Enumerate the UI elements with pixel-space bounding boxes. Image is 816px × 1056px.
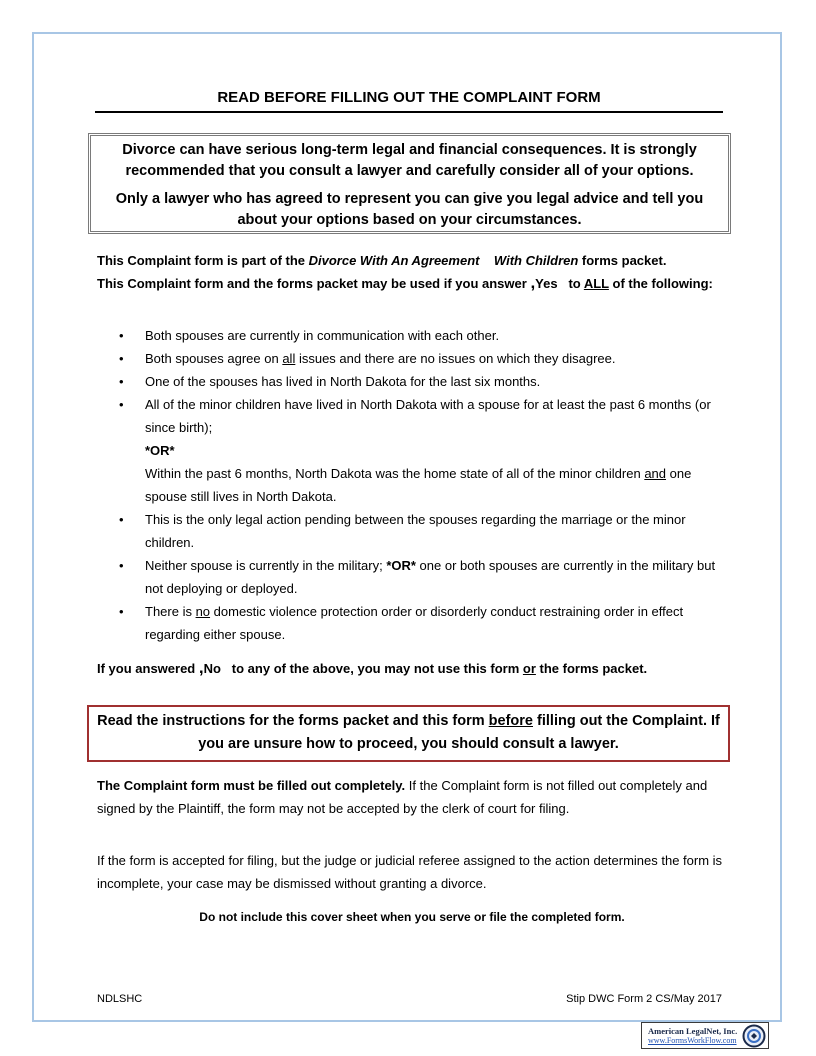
requirement-text: One of the spouses has lived in North Dakota for the last six months. — [145, 374, 541, 389]
logo-url[interactable]: www.FormsWorkFlow.com — [648, 1036, 737, 1045]
warning-consequences: Divorce can have serious long-term legal and financial consequences. It is strongly recommended that you consult a lawyer and carefully consider all of your options. — [122, 142, 697, 179]
packet-name-children: With Children — [493, 253, 579, 268]
requirement-emphasis: all — [282, 351, 296, 366]
complete-form-heading: The Complaint form must be filled out completely. — [97, 778, 406, 793]
intro-text: This Complaint form and the forms packet may be used if you answer — [97, 276, 531, 291]
list-item — [97, 393, 729, 508]
footer-form-id: Stip DWC Form 2 CS/May 2017 — [566, 993, 722, 1005]
requirement-text: This is the only legal action pending between the spouses regarding the marriage or the minor children. — [145, 512, 686, 550]
legal-warning-box — [88, 133, 731, 234]
requirement-emphasis: no — [195, 604, 211, 619]
answered-text: If you answered — [97, 661, 199, 676]
answered-no-paragraph — [97, 656, 727, 681]
intro-text: This Complaint form is part of the — [97, 253, 309, 268]
or-label: *OR* — [386, 558, 416, 573]
requirements-list — [97, 324, 729, 646]
list-item — [97, 324, 729, 347]
or-emphasis: or — [522, 661, 536, 676]
requirement-text: Both spouses are currently in communication with each other. — [145, 328, 500, 343]
list-item — [97, 508, 729, 554]
or-label: *OR* — [145, 443, 175, 458]
requirement-text: There is — [145, 604, 196, 619]
requirement-text: Neither spouse is currently in the military; — [145, 558, 387, 573]
warning-lawyer-advice: Only a lawyer who has agreed to represent you can give you legal advice and tell you about your options based on your circumstances. — [115, 191, 704, 228]
requirement-text: Within the past 6 months, North Dakota was the home state of all of the minor children — [145, 466, 645, 481]
list-item — [97, 347, 729, 370]
requirement-text: All of the minor children have lived in North Dakota with a spouse for at least the past 6 months (or since birth); — [145, 397, 711, 435]
answered-comma: , — [198, 658, 204, 677]
intro-text: forms packet. — [578, 253, 667, 268]
intro-text: to — [568, 276, 584, 291]
requirement-emphasis: and — [644, 466, 667, 481]
requirement-text: one or both spouses are currently in the military but not deploying or deployed. — [145, 558, 716, 596]
packet-name: Divorce With An Agreement — [308, 253, 480, 268]
before-emphasis: before — [488, 713, 533, 729]
answered-text: to any of the above, you may not use this form — [231, 661, 523, 676]
page-title: READ BEFORE FILLING OUT THE COMPLAINT FORM — [217, 89, 601, 106]
intro-comma: , — [530, 273, 536, 292]
footer-org: NDLSHC — [97, 993, 143, 1005]
intro-text: of the following: — [608, 276, 713, 291]
all-emphasis: ALL — [583, 276, 609, 291]
legalnet-logo[interactable] — [641, 1022, 769, 1049]
answer-no: No — [203, 661, 221, 676]
list-item — [97, 600, 729, 646]
complete-form-paragraph — [97, 774, 727, 820]
requirement-text: issues and there are no issues on which they disagree. — [295, 351, 616, 366]
logo-emblem-icon — [742, 1024, 766, 1048]
list-item — [97, 370, 729, 393]
intro-paragraph — [97, 250, 727, 295]
logo-name: American LegalNet, Inc. — [648, 1026, 738, 1036]
complete-form-text: If the Complaint form is not filled out completely and signed by the Plaintiff, the form may not be accepted by the clerk of court for filing. — [97, 778, 708, 816]
instructions-text: Read the instructions for the forms packet and this form — [97, 713, 489, 729]
answered-text: the forms packet. — [535, 661, 648, 676]
instructions-text: filling out the Complaint. If you are unsure how to proceed, you should consult a lawyer. — [198, 713, 720, 752]
requirement-text: one spouse still lives in North Dakota. — [145, 466, 692, 504]
list-item — [97, 554, 729, 600]
answer-yes: Yes — [535, 276, 558, 291]
accepted-paragraph: If the form is accepted for filing, but the judge or judicial referee assigned to the action determines the form is incomplete, your case may be dismissed without granting a divorce. — [97, 853, 723, 891]
cover-sheet-note: Do not include this cover sheet when you serve or file the completed form. — [199, 910, 625, 924]
requirement-text: domestic violence protection order or disorderly conduct restraining order in effect regarding either spouse. — [145, 604, 684, 642]
title-underline — [95, 111, 723, 113]
instructions-box — [87, 705, 730, 762]
requirement-text: Both spouses agree on — [145, 351, 283, 366]
